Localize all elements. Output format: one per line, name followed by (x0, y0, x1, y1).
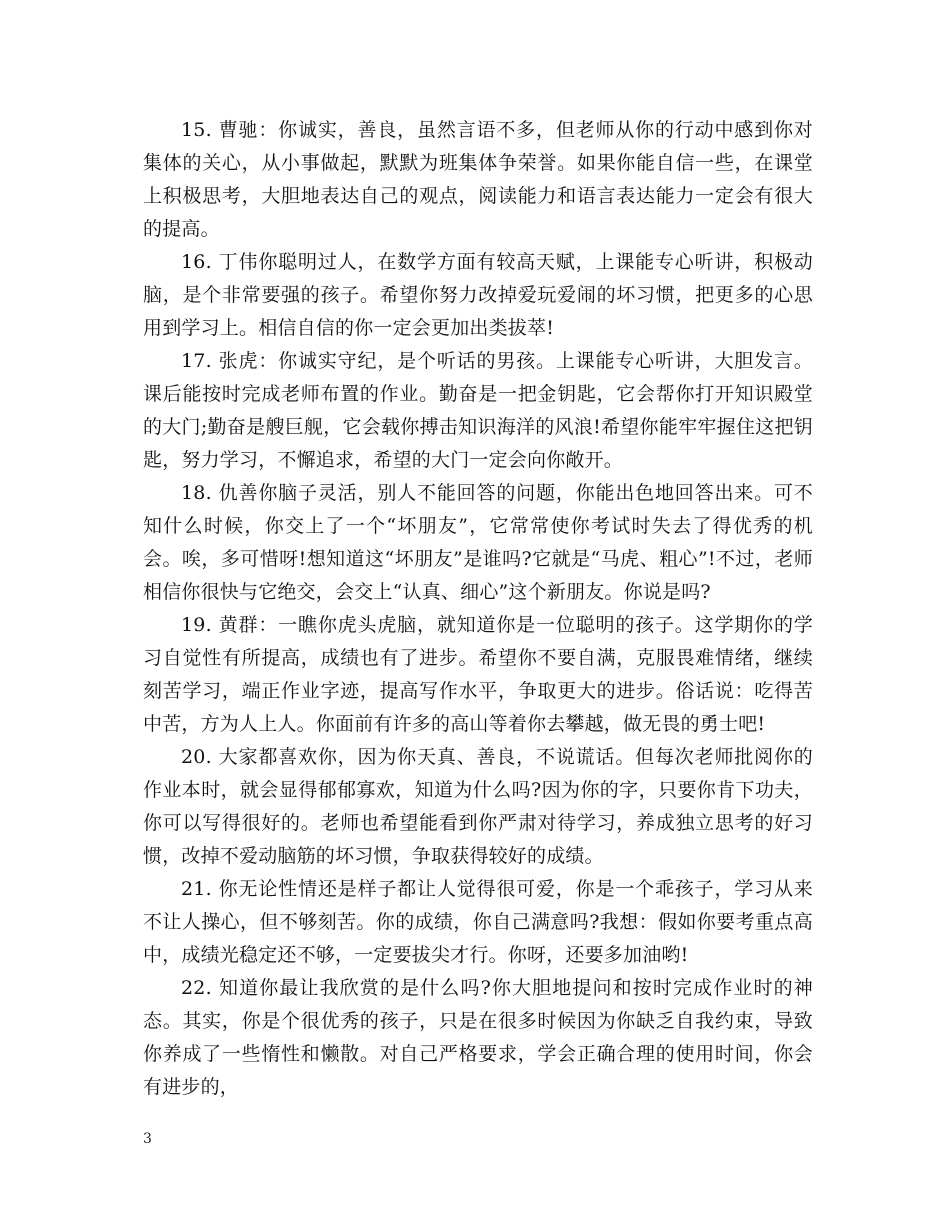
page-number: 3 (143, 1131, 152, 1147)
comment-paragraph-20: 20. 大家都喜欢你，因为你天真、善良，不说谎话。但每次老师批阅你的作业本时，就会显得郁郁寡欢，知道为什么吗?因为你的字，只要你肯下功夫，你可以写得很好的。老师也希望能看到你严肃对待学习，养成独立思考的好习惯，改掉不爱动脑筋的坏习惯，争取获得较好的成绩。 (143, 746, 813, 867)
comment-paragraph-22: 22. 知道你最让我欣赏的是什么吗?你大胆地提问和按时完成作业时的神态。其实，你是个很优秀的孩子，只是在很多时候因为你缺乏自我约束，导致你养成了一些惰性和懒散。对自己严格要求，学会正确合理的使用时间，你会有进步的， (143, 977, 813, 1098)
comment-paragraph-17: 17. 张虎：你诚实守纪，是个听话的男孩。上课能专心听讲，大胆发言。课后能按时完成老师布置的作业。勤奋是一把金钥匙，它会帮你打开知识殿堂的大门;勤奋是艘巨舰，它会载你搏击知识海洋的风浪!希望你能牢牢握住这把钥匙，努力学习，不懈追求，希望的大门一定会向你敞开。 (143, 350, 813, 471)
comment-paragraph-16: 16. 丁伟你聪明过人，在数学方面有较高天赋，上课能专心听讲，积极动脑，是个非常要强的孩子。希望你努力改掉爱玩爱闹的坏习惯，把更多的心思用到学习上。相信自信的你一定会更加出类拔萃! (143, 251, 813, 339)
comment-paragraph-18: 18. 仇善你脑子灵活，别人不能回答的问题，你能出色地回答出来。可不知什么时候，你交上了一个“坏朋友”，它常常使你考试时失去了得优秀的机会。唉，多可惜呀!想知道这“坏朋友”是谁吗?它就是“马虎、粗心”!不过，老师相信你很快与它绝交，会交上“认真、细心”这个新朋友。你说是吗? (143, 482, 813, 603)
document-body (143, 114, 813, 1104)
comment-paragraph-19: 19. 黄群：一瞧你虎头虎脑，就知道你是一位聪明的孩子。这学期你的学习自觉性有所提高，成绩也有了进步。希望你不要自满，克服畏难情绪，继续刻苦学习，端正作业字迹，提高写作水平，争取更大的进步。俗话说：吃得苦中苦，方为人上人。你面前有许多的高山等着你去攀越，做无畏的勇士吧! (143, 614, 813, 735)
comment-paragraph-21: 21. 你无论性情还是样子都让人觉得很可爱，你是一个乖孩子，学习从来不让人操心，但不够刻苦。你的成绩，你自己满意吗?我想：假如你要考重点高中，成绩光稳定还不够，一定要拔尖才行。你呀，还要多加油哟! (143, 878, 813, 966)
comment-paragraph-15: 15. 曹驰：你诚实，善良，虽然言语不多，但老师从你的行动中感到你对集体的关心，从小事做起，默默为班集体争荣誉。如果你能自信一些，在课堂上积极思考，大胆地表达自己的观点，阅读能力和语言表达能力一定会有很大的提高。 (143, 119, 813, 240)
